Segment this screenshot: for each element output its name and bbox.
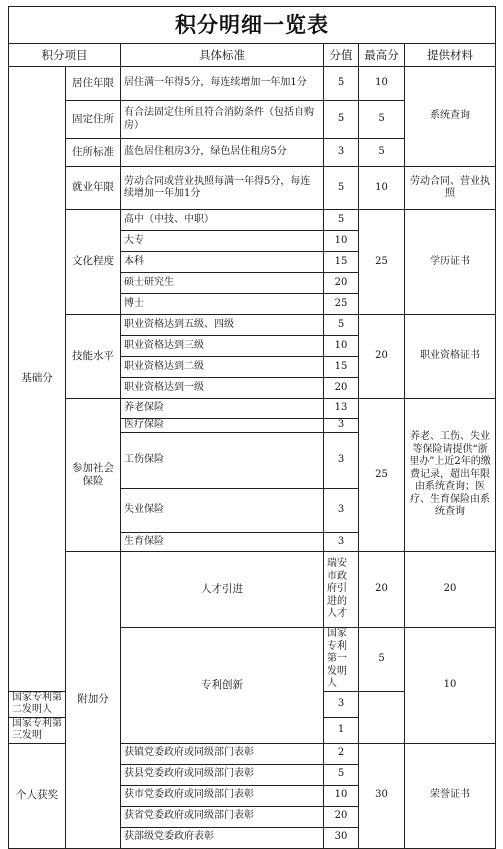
item-label: 技能水平 xyxy=(66,315,121,399)
item-label: 固定住所 xyxy=(66,101,121,139)
table-title: 积分明细一览表 xyxy=(9,7,496,44)
score-cell: 3 xyxy=(324,139,359,167)
standard-cell: 瑞安市政府引进的人才 xyxy=(324,552,359,628)
score-cell: 15 xyxy=(324,252,359,273)
score-cell: 10 xyxy=(324,785,359,806)
max-cell: 10 xyxy=(359,167,405,210)
item-label: 就业年限 xyxy=(66,167,121,210)
standard-cell: 获县党委政府或同级部门表彰 xyxy=(121,764,324,785)
score-cell: 3 xyxy=(324,489,359,533)
score-cell: 10 xyxy=(324,336,359,357)
item-label: 人才引进 xyxy=(121,552,324,628)
standard-cell: 国家专利第三发明 xyxy=(9,717,66,743)
score-cell: 25 xyxy=(324,294,359,315)
score-cell: 5 xyxy=(359,628,405,692)
max-cell: 5 xyxy=(359,139,405,167)
score-cell: 20 xyxy=(324,378,359,399)
points-table xyxy=(8,6,496,849)
score-cell: 3 xyxy=(324,691,359,717)
score-cell: 2 xyxy=(324,743,359,764)
max-cell: 25 xyxy=(359,399,405,552)
group-extra: 附加分 xyxy=(66,552,121,849)
score-cell: 20 xyxy=(324,273,359,294)
max-cell: 25 xyxy=(359,210,405,315)
item-label: 居住年限 xyxy=(66,67,121,101)
standard-cell: 生育保险 xyxy=(121,533,324,552)
item-label: 专利创新 xyxy=(121,628,324,744)
material-cell: 养老、工伤、失业等保险请提供“浙里办”上近2年的缴费记录，超出年限由系统查询；医疗、生育保险由系统查询 xyxy=(405,399,496,552)
standard-cell: 蓝色居住租房3分，绿色居住租房5分 xyxy=(121,139,324,167)
max-cell: 5 xyxy=(359,101,405,139)
item-label: 住所标准 xyxy=(66,139,121,167)
score-cell: 5 xyxy=(324,101,359,139)
standard-cell: 国家专利第二发明人 xyxy=(9,691,66,717)
score-cell: 5 xyxy=(324,315,359,336)
score-cell: 5 xyxy=(324,210,359,231)
score-cell: 5 xyxy=(324,764,359,785)
item-label: 个人获奖 xyxy=(9,743,66,848)
material-cell: 劳动合同、营业执照 xyxy=(405,167,496,210)
score-cell: 3 xyxy=(324,533,359,552)
material-cell: 学历证书 xyxy=(405,210,496,315)
score-cell: 3 xyxy=(324,433,359,489)
header-standard: 具体标准 xyxy=(121,44,324,67)
score-cell: 13 xyxy=(324,399,359,419)
max-cell: 30 xyxy=(359,743,405,848)
table-row xyxy=(9,315,496,336)
standard-cell: 劳动合同或营业执照每满一年得5分，每连续增加一年加1分 xyxy=(121,167,324,210)
header-score: 分值 xyxy=(324,44,359,67)
score-cell: 20 xyxy=(324,806,359,827)
score-cell: 15 xyxy=(324,357,359,378)
header-max: 最高分 xyxy=(359,44,405,67)
max-cell: 20 xyxy=(359,315,405,399)
header-item: 积分项目 xyxy=(9,44,121,67)
table-row xyxy=(9,399,496,419)
standard-cell: 职业资格达到一级 xyxy=(121,378,324,399)
score-cell: 1 xyxy=(324,717,359,743)
table-row xyxy=(9,552,496,628)
max-cell: 20 xyxy=(405,552,496,628)
standard-cell: 职业资格达到五级、四级 xyxy=(121,315,324,336)
standard-cell: 博士 xyxy=(121,294,324,315)
score-cell: 10 xyxy=(324,231,359,252)
table-row xyxy=(9,67,496,101)
standard-cell: 本科 xyxy=(121,252,324,273)
standard-cell: 职业资格达到三级 xyxy=(121,336,324,357)
standard-cell: 硕士研究生 xyxy=(121,273,324,294)
max-cell: 10 xyxy=(359,67,405,101)
standard-cell: 工伤保险 xyxy=(121,433,324,489)
header-row xyxy=(9,44,496,67)
standard-cell: 职业资格达到二级 xyxy=(121,357,324,378)
material-cell: 职业资格证书 xyxy=(405,315,496,399)
group-basic: 基础分 xyxy=(9,67,66,692)
item-label: 参加社会保险 xyxy=(66,399,121,552)
standard-cell: 获市党委政府或同级部门表彰 xyxy=(121,785,324,806)
standard-cell: 获部级党委政府表彰 xyxy=(121,827,324,848)
standard-cell: 高中（中技、中职） xyxy=(121,210,324,231)
score-cell: 3 xyxy=(324,419,359,433)
standard-cell: 获镇党委政府或同级部门表彰 xyxy=(121,743,324,764)
standard-cell: 国家专利第一发明人 xyxy=(324,628,359,692)
score-cell: 5 xyxy=(324,167,359,210)
standard-cell: 养老保险 xyxy=(121,399,324,419)
max-cell: 10 xyxy=(405,628,496,744)
material-cell: 荣誉证书 xyxy=(405,743,496,848)
table-row xyxy=(9,210,496,231)
standard-cell: 大专 xyxy=(121,231,324,252)
table-row xyxy=(9,167,496,210)
score-cell: 30 xyxy=(324,827,359,848)
score-cell: 20 xyxy=(359,552,405,628)
material-cell: 系统查询 xyxy=(405,67,496,167)
standard-cell: 居住满一年得5分，每连续增加一年加1分 xyxy=(121,67,324,101)
score-cell: 5 xyxy=(324,67,359,101)
title-row xyxy=(9,7,496,44)
standard-cell: 有合法固定住所且符合消防条件（包括自购房） xyxy=(121,101,324,139)
standard-cell: 失业保险 xyxy=(121,489,324,533)
standard-cell: 获省党委政府或同级部门表彰 xyxy=(121,806,324,827)
header-material: 提供材料 xyxy=(405,44,496,67)
standard-cell: 医疗保险 xyxy=(121,419,324,433)
item-label: 文化程度 xyxy=(66,210,121,315)
